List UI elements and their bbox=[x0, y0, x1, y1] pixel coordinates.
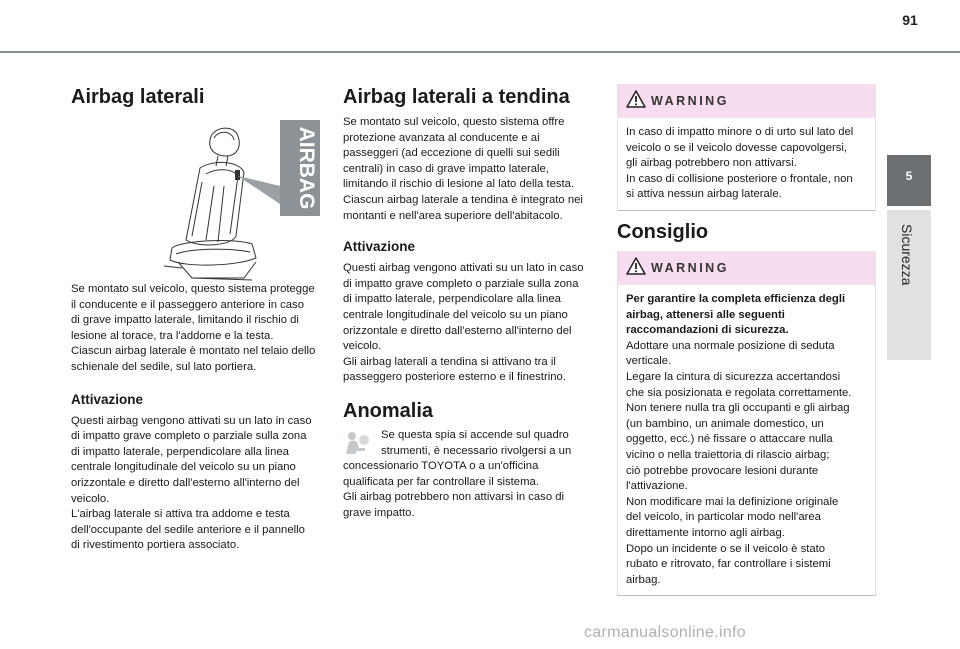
airbag-laterali-body bbox=[71, 282, 329, 554]
subsection-title-attivazione-tendina: Attivazione bbox=[343, 239, 416, 255]
anomalia-icon-text: Se questa spia si accende sul quadro strumenti, è necessario rivolgersi a un bbox=[381, 428, 572, 457]
seat-airbag-illustration bbox=[152, 116, 324, 282]
warning-header-2 bbox=[618, 251, 875, 285]
warning-label-1: WARNING bbox=[651, 94, 729, 108]
anomalia-text: concessionario TOYOTA o a un'officina qualificata per far controllare il sistema. Gli airbag potrebbero non attivarsi in caso di grave impatto. bbox=[343, 460, 565, 519]
attivazione-tendina-text: Questi airbag vengono attivati su un lato in caso di impatto grave completo o parziale sulla zona di impatto laterale, perpendicolare alla linea centrale longitudinale del veicolo su un piano orizzontale e diretto dall'esterno all'interno del veicolo. Gli airbag laterali a tendina si attivano tra il passeggero posteriore esterno e il finestrino. bbox=[343, 262, 584, 384]
column-airbag-laterali bbox=[71, 78, 329, 110]
chapter-tab[interactable]: 5 bbox=[887, 155, 931, 206]
header-divider bbox=[0, 51, 960, 53]
anomalia-block bbox=[343, 428, 601, 522]
warning-box-2 bbox=[617, 251, 876, 596]
page-number: 91 bbox=[902, 12, 918, 28]
section-title-consiglio: Consiglio bbox=[617, 221, 709, 243]
watermark: carmanualsonline.info bbox=[584, 624, 746, 641]
warning-intro-2: Per garantire la completa efficienza degli airbag, attenersi alle seguenti raccomandazioni di sicurezza. bbox=[626, 293, 846, 337]
warning-triangle-icon bbox=[626, 257, 646, 275]
section-title-anomalia: Anomalia bbox=[343, 399, 434, 422]
column-airbag-tendina bbox=[343, 84, 601, 521]
chapter-label: Sicurezza bbox=[899, 224, 915, 286]
warning-label-2: WARNING bbox=[651, 261, 729, 275]
section-title-airbag-tendina: Airbag laterali a tendina bbox=[343, 86, 570, 108]
attivazione-text: Questi airbag vengono attivati su un lato in caso di impatto grave completo o parziale sulla zona di impatto laterale, perpendicolare alla linea centrale longitudinale del veicolo su un piano orizzontale e diretto dall'esterno all'interno del veicolo. L'airbag laterale si attiva tra addome e testa dell'occupante del sedile anteriore e il pannello di rivestimento portiera associato. bbox=[71, 414, 312, 552]
warning-header-1 bbox=[618, 84, 875, 118]
warning-text-1: In caso di impatto minore o di urto sul lato del veicolo o se il veicolo dovesse capovolgersi, gli airbag potrebbero non attivarsi. In caso di collisione posteriore o frontale, non si attiva nessun airbag laterale. bbox=[626, 126, 854, 201]
airbag-tendina-intro: Se montato sul veicolo, questo sistema offre protezione avanzata al conducente e ai passeggeri (ad eccezione di quelli sui sedili centrali) in caso di grave impatto laterale, limitando il rischio di lesione al lato della testa. Ciascun airbag laterale a tendina è integrato nei montanti e nell'area superiore dell'abitacolo. bbox=[343, 116, 583, 222]
warning-triangle-icon bbox=[626, 90, 646, 108]
warning-text-2: Adottare una normale posizione di seduta verticale. Legare la cintura di sicurezza accertandosi che sia posizionata e regolata correttamente. Non tenere nulla tra gli occupanti e gli airbag (un bambino, un animale domestico, un oggetto, ecc.) né fissare o attaccare nulla vicino o nella traiettoria di rilascio airbag; ciò potrebbe provocare lesioni durante l'attivazione. Non modificare mai la definizione originale del veicolo, in particolar modo nell'area direttamente intorno agli airbag. Dopo un incidente o se il veicolo è stato rubato e ritrovato, far controllare i sistemi airbag. bbox=[626, 339, 852, 586]
consiglio-heading-wrap bbox=[617, 219, 876, 245]
chapter-label-box bbox=[887, 210, 931, 360]
section-title-airbag-laterali: Airbag laterali bbox=[71, 86, 205, 108]
warning-body-2 bbox=[618, 285, 875, 595]
warning-box-1 bbox=[617, 84, 876, 211]
airbag-label: AIRBAG bbox=[295, 126, 318, 210]
subsection-title-attivazione: Attivazione bbox=[71, 391, 144, 407]
airbag-laterali-intro: Se montato sul veicolo, questo sistema protegge il conducente e il passeggero anteriore in caso di grave impatto laterale, limitando il rischio di lesione al torace, tra l'addome e la testa. Ciascun airbag laterale è montato nel telaio dello schienale del sedile, sul lato portiera. bbox=[71, 283, 316, 373]
airbag-warning-lamp-icon bbox=[343, 430, 371, 456]
